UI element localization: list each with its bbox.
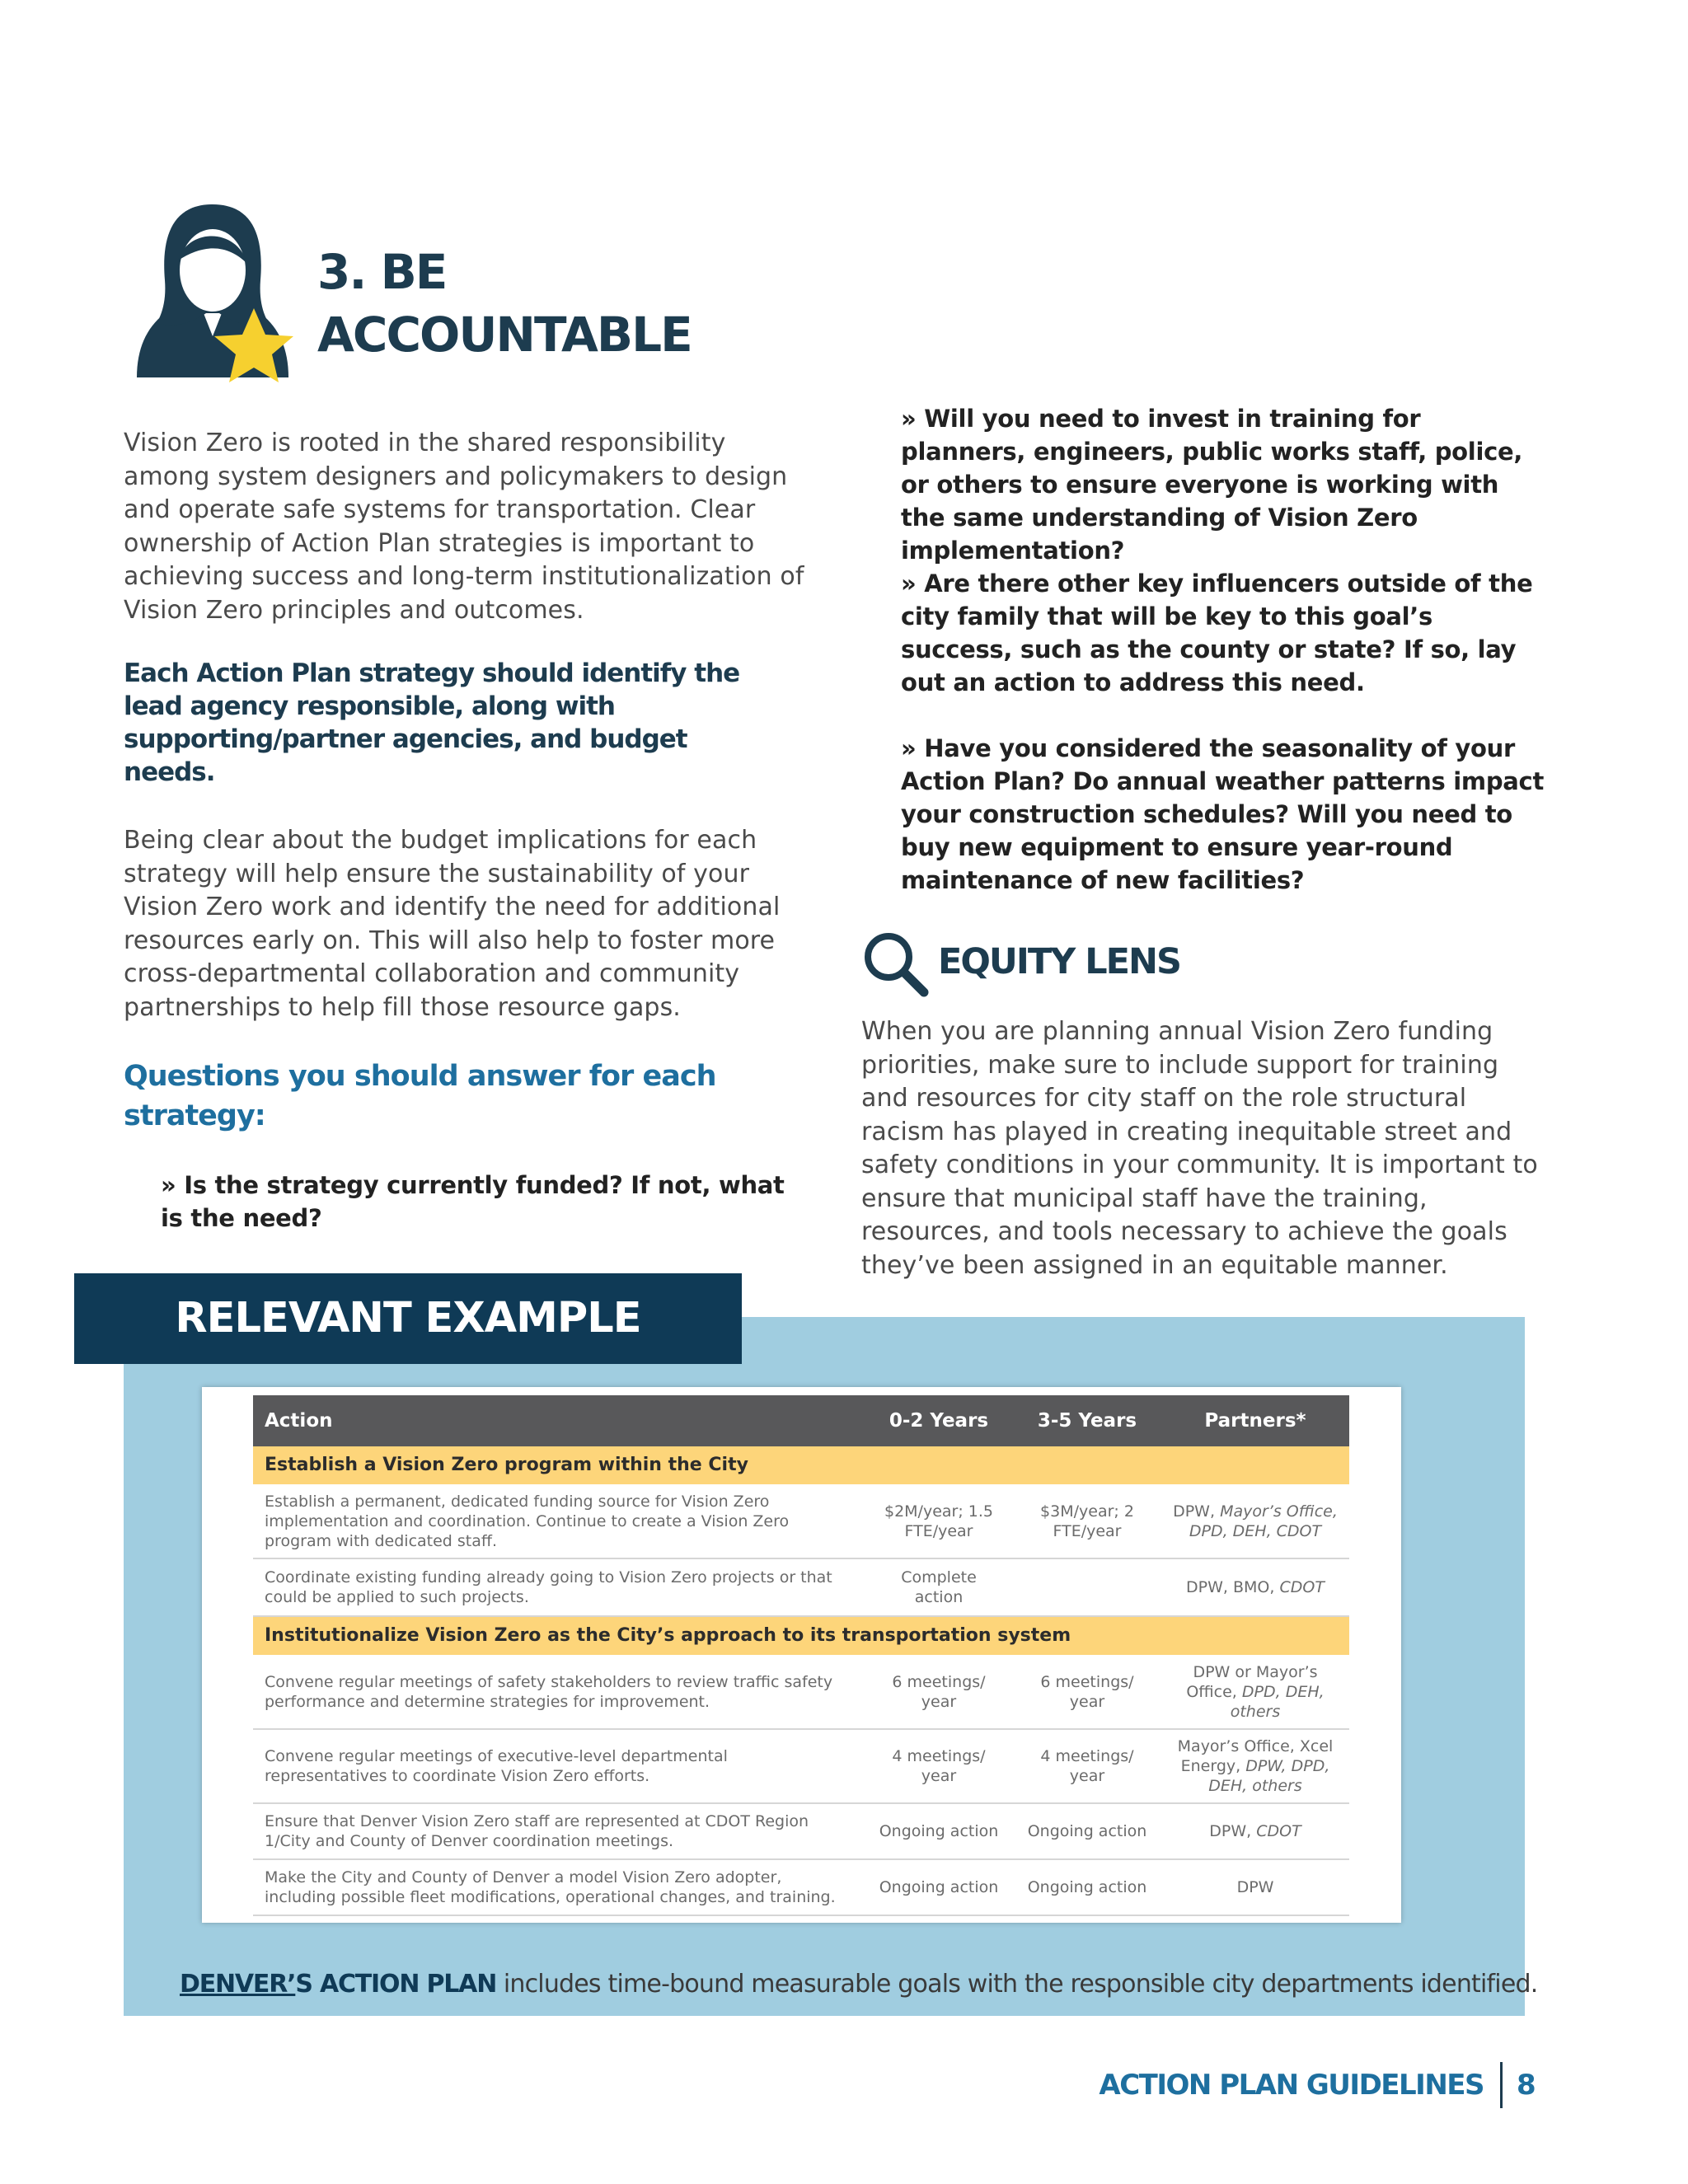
footer-divider (1500, 2062, 1503, 2108)
intro-paragraph: Vision Zero is rooted in the shared responsibility among system designers and policymakers to design and operate safe systems for transportation. Clear ownership of Action Plan strategies is important to achieving success and long-term institutionalization of Vision Zero principles and outcomes. (124, 429, 804, 625)
example-caption (180, 1968, 1538, 2001)
table-group-row (253, 1616, 1349, 1655)
years-3-5-cell (1013, 1558, 1161, 1616)
partners-supporting: DPD, DEH, others (1230, 1682, 1325, 1721)
question-item-seasonality: » Have you considered the seasonality of your Action Plan? Do annual weather patterns impact your construction schedules? Will you need to buy new equipment to ensure year-round maintenance of new facilities? (901, 734, 1545, 894)
partners-lead: DPW or Mayor’s Office, (1186, 1662, 1318, 1701)
table-row (253, 1859, 1349, 1915)
action-cell: Coordinate existing funding already going to Vision Zero projects or that could be applied to such projects. (253, 1558, 865, 1616)
partners-cell (1161, 1655, 1349, 1729)
partners-lead: DPW, (1209, 1822, 1257, 1840)
partners-supporting: DPW, DPD, DEH, others (1208, 1757, 1330, 1795)
action-plan-table-image (202, 1387, 1401, 1923)
caption-underlined-word: DENVER’ (180, 1970, 296, 1999)
years-0-2-cell: Complete action (865, 1558, 1013, 1616)
action-cell: Convene regular meetings of safety stakeholders to review traffic safety performance and determine strategies for improvement. (253, 1655, 865, 1729)
partners-lead: DPW (1236, 1878, 1274, 1896)
partners-supporting: CDOT (1256, 1822, 1301, 1840)
action-plan-table (253, 1395, 1349, 1916)
years-0-2-cell: $2M/year; 1.5 FTE/year (865, 1484, 1013, 1558)
page-title (317, 241, 812, 366)
page-title-line-1: 3. BE (317, 244, 447, 300)
group-title: Institutionalize Vision Zero as the City’s approach to its transportation system (253, 1616, 1349, 1655)
table-row (253, 1655, 1349, 1729)
table-row (253, 1558, 1349, 1616)
partners-lead: Mayor’s Office, Xcel Energy, (1177, 1737, 1334, 1775)
table-header-row (253, 1395, 1349, 1446)
years-0-2-cell: 4 meetings/ year (865, 1729, 1013, 1803)
table-row (253, 1803, 1349, 1859)
column-header-0-2-years: 0-2 Years (865, 1395, 1013, 1446)
question-item-funded: » Is the strategy currently funded? If not, what is the need? (161, 1171, 785, 1232)
question-item-training: » Will you need to invest in training for planners, engineers, public works staff, police, or others to ensure everyone is working with the same understanding of Vision Zero implementation? (901, 405, 1523, 565)
partners-cell (1161, 1729, 1349, 1803)
years-3-5-cell: Ongoing action (1013, 1803, 1161, 1859)
group-title: Establish a Vision Zero program within the City (253, 1446, 1349, 1484)
relevant-example-banner: RELEVANT EXAMPLE (74, 1273, 742, 1364)
person-with-star-icon (130, 198, 295, 387)
equity-lens-heading: EQUITY LENS (938, 941, 1181, 982)
partners-lead: DPW, (1173, 1502, 1221, 1521)
action-cell: Make the City and County of Denver a model Vision Zero adopter, including possible fleet modifications, operational changes, and training. (253, 1859, 865, 1915)
page-title-line-2: ACCOUNTABLE (317, 307, 692, 363)
column-header-3-5-years: 3-5 Years (1013, 1395, 1161, 1446)
years-0-2-cell: Ongoing action (865, 1803, 1013, 1859)
partners-supporting: CDOT (1279, 1578, 1325, 1596)
equity-lens-paragraph: When you are planning annual Vision Zero funding priorities, make sure to include support for training and resources for city staff on the role structural racism has played in creating inequitable street and safety conditions in your community. It is important to ensure that municipal staff have the training, resources, and tools necessary to achieve the goals they’ve been assigned in an equitable manner. (861, 1017, 1538, 1280)
caption-lead-rest: S ACTION PLAN (295, 1970, 497, 1999)
column-header-partners: Partners* (1161, 1395, 1349, 1446)
magnifier-icon (861, 930, 929, 997)
years-3-5-cell: $3M/year; 2 FTE/year (1013, 1484, 1161, 1558)
questions-heading: Questions you should answer for each strategy: (124, 1060, 716, 1132)
page-number: 8 (1517, 2069, 1536, 2102)
caption-lead (180, 1970, 496, 1999)
action-cell: Convene regular meetings of executive-level departmental representatives to coordinate Vision Zero efforts. (253, 1729, 865, 1803)
callout-statement: Each Action Plan strategy should identify the lead agency responsible, along with supporting/partner agencies, and budget needs. (124, 658, 740, 787)
table-row (253, 1484, 1349, 1558)
action-cell: Establish a permanent, dedicated funding source for Vision Zero implementation and coordination. Continue to create a Vision Zero program with dedicated staff. (253, 1484, 865, 1558)
caption-description: includes time-bound measurable goals with the responsible city departments identified. (496, 1970, 1538, 1999)
partners-cell (1161, 1558, 1349, 1616)
budget-paragraph: Being clear about the budget implications for each strategy will help ensure the sustainability of your Vision Zero work and identify the need for additional resources early on. This will also help to foster more cross-departmental collaboration and community partnerships to help fill those resource gaps. (124, 826, 781, 1022)
years-0-2-cell: Ongoing action (865, 1859, 1013, 1915)
years-0-2-cell: 6 meetings/ year (865, 1655, 1013, 1729)
column-header-action: Action (253, 1395, 865, 1446)
footer-label: ACTION PLAN GUIDELINES (1099, 2069, 1484, 2102)
table-row (253, 1729, 1349, 1803)
action-cell: Ensure that Denver Vision Zero staff are represented at CDOT Region 1/City and County of Denver coordination meetings. (253, 1803, 865, 1859)
years-3-5-cell: 6 meetings/ year (1013, 1655, 1161, 1729)
years-3-5-cell: 4 meetings/ year (1013, 1729, 1161, 1803)
partners-lead: DPW, BMO, (1186, 1578, 1280, 1596)
partners-supporting: Mayor’s Office, DPD, DEH, CDOT (1189, 1502, 1338, 1540)
table-group-row (253, 1446, 1349, 1484)
years-3-5-cell: Ongoing action (1013, 1859, 1161, 1915)
partners-cell (1161, 1803, 1349, 1859)
question-item-influencers: » Are there other key influencers outside of the city family that will be key to this goal’s success, such as the county or state? If so, lay out an action to address this need. (901, 569, 1533, 696)
partners-cell (1161, 1484, 1349, 1558)
partners-cell (1161, 1859, 1349, 1915)
